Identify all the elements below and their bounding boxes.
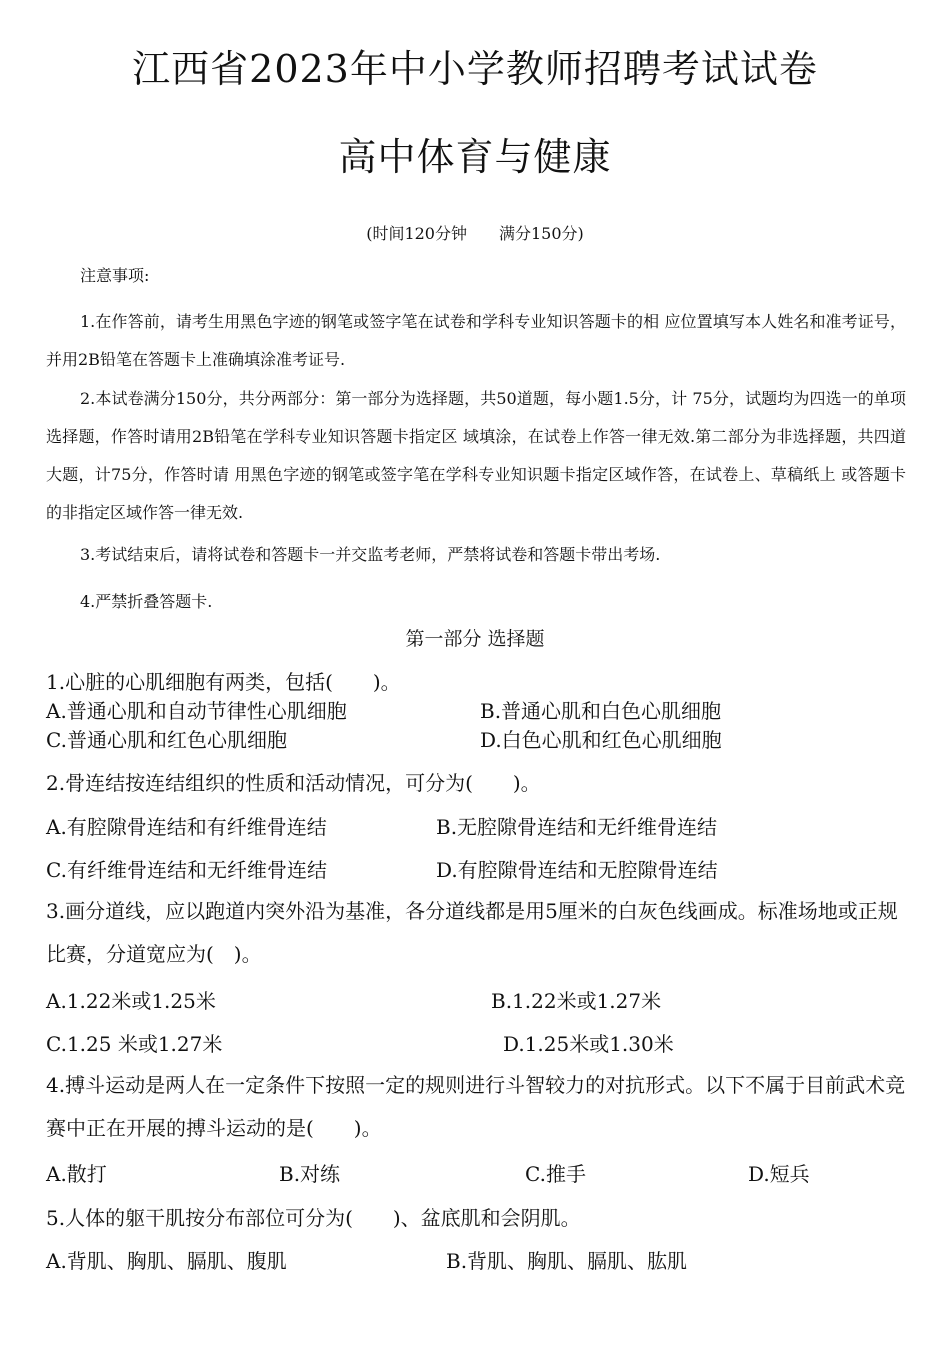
question-option: A.有腔隙骨连结和有纤维骨连结	[46, 815, 327, 839]
section-title: 第一部分 选择题	[405, 628, 545, 650]
question-option: D.1.25米或1.30米	[503, 1032, 674, 1056]
note-item-2: 2.本试卷满分150分，共分两部分：第一部分为选择题，共50道题，每小题1.5分，计 75分，试题均为四选一的单项选择题，作答时请用2B铅笔在学科专业知识答题卡指定区 域填涂，在试卷上作答一律无效.第二部分为非选择题，共四道大题，计75分，作答时请 用黑色字迹的钢笔或签字笔在学科专业知识题卡指定区域作答，在试卷上、草稿纸上 或答题卡的非指定区域作答一律无效.	[46, 389, 906, 522]
question-option: C.普通心肌和红色心肌细胞	[46, 728, 287, 752]
question-option: C.推手	[525, 1162, 586, 1186]
question-stem: 2.骨连结按连结组织的性质和活动情况，可分为( )。	[46, 771, 541, 795]
question-option: D.短兵	[748, 1162, 810, 1186]
question-option: C.1.25 米或1.27米	[46, 1032, 223, 1056]
note-item-3: 3.考试结束后，请将试卷和答题卡一并交监考老师，严禁将试卷和答题卡带出考场.	[80, 545, 661, 564]
question-option: B.1.22米或1.27米	[491, 989, 662, 1013]
question-option: B.对练	[279, 1162, 341, 1186]
question-option: D.白色心肌和红色心肌细胞	[480, 728, 722, 752]
question-option: C.有纤维骨连结和无纤维骨连结	[46, 858, 327, 882]
question-option: A.普通心肌和自动节律性心肌细胞	[46, 699, 347, 723]
question-option: A.背肌、胸肌、膈肌、腹肌	[46, 1249, 287, 1273]
question-stem: 1.心脏的心肌细胞有两类，包括( )。	[46, 670, 401, 694]
question-stem: 4.搏斗运动是两人在一定条件下按照一定的规则进行斗智较力的对抗形式。以下不属于目前武术竞赛中正在开展的搏斗运动的是( )。	[46, 1073, 906, 1140]
note-item-4: 4.严禁折叠答题卡.	[80, 592, 213, 611]
question-option: B.普通心肌和白色心肌细胞	[480, 699, 722, 723]
page-subtitle: 高中体育与健康	[338, 135, 612, 179]
notes-heading: 注意事项:	[80, 266, 150, 285]
question-option: B.背肌、胸肌、膈肌、肱肌	[446, 1249, 688, 1273]
question-stem: 5.人体的躯干肌按分布部位可分为( )、盆底肌和会阴肌。	[46, 1206, 581, 1230]
question-stem: 3.画分道线，应以跑道内突外沿为基准，各分道线都是用5厘米的白灰色线画成。标准场地或正规比赛，分道宽应为( )。	[46, 899, 898, 966]
question-option: A.散打	[46, 1162, 107, 1186]
exam-time-info: (时间120分钟 满分150分)	[366, 224, 584, 243]
question-option: B.无腔隙骨连结和无纤维骨连结	[436, 815, 718, 839]
question-option: D.有腔隙骨连结和无腔隙骨连结	[436, 858, 718, 882]
question-option: A.1.22米或1.25米	[46, 989, 216, 1013]
note-item-1: 1.在作答前，请考生用黑色字迹的钢笔或签字笔在试卷和学科专业知识答题卡的相 应位置填写本人姓名和准考证号，并用2B铅笔在答题卡上准确填涂准考证号.	[46, 312, 906, 369]
page-title: 江西省2023年中小学教师招聘考试试卷	[132, 47, 818, 91]
